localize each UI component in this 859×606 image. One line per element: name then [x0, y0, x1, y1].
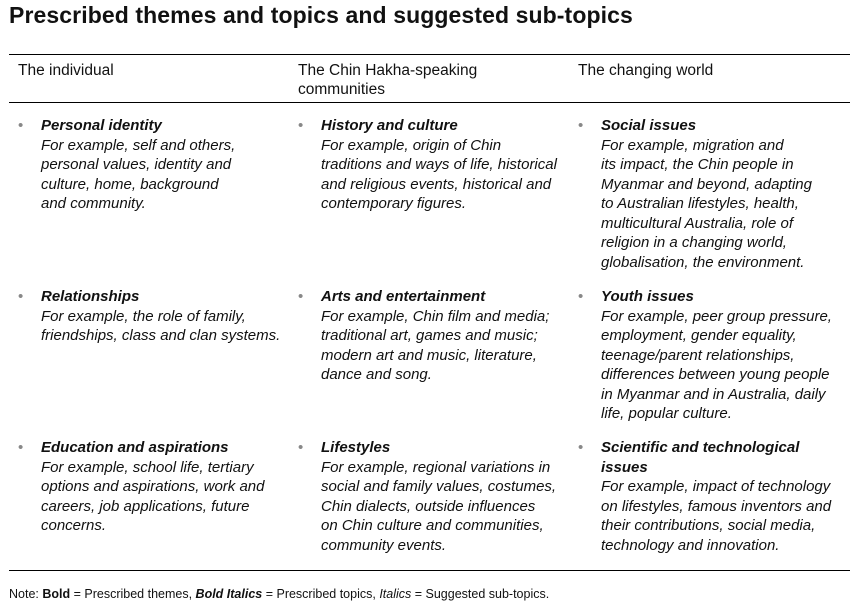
- sub-topic-line: culture, home, background: [41, 175, 219, 193]
- sub-topics: [41, 458, 291, 536]
- sub-topic-line: life, popular culture.: [601, 405, 732, 422]
- sub-topic-line: in Myanmar and in Australia, daily: [601, 385, 826, 403]
- sub-topics: [41, 136, 291, 214]
- topic-name: Education and aspirations: [41, 439, 229, 456]
- sub-topic-line: on Chin culture and communities,: [321, 517, 544, 534]
- sub-topic-line: For example, self and others,: [41, 136, 236, 154]
- sub-topics: [321, 136, 571, 214]
- topic-name: Youth issues: [601, 288, 694, 305]
- sub-topic-line: For example, migration and: [601, 136, 784, 154]
- sub-topic-line: traditions and ways of life, historical: [321, 156, 557, 173]
- sub-topic-line: multicultural Australia, role of: [601, 214, 794, 232]
- sub-topic-line: concerns.: [41, 517, 107, 534]
- note-italic-desc: = Suggested sub-topics.: [411, 587, 550, 601]
- note-bold-sample: Bold: [42, 587, 71, 601]
- sub-topic-line: Chin dialects, outside influences: [321, 497, 536, 515]
- sub-topic-line: For example, regional variations in: [321, 458, 551, 476]
- sub-topic-line: For example, impact of technology: [601, 478, 831, 495]
- sub-topic-line: careers, job applications, future: [41, 497, 250, 515]
- sub-topic-line: For example, school life, tertiary: [41, 458, 254, 476]
- topic-name-line: Scientific and technological: [601, 439, 800, 456]
- sub-topic-line: employment, gender equality,: [601, 327, 797, 344]
- sub-topic-line: their contributions, social media,: [601, 517, 816, 534]
- note-bold-italic-desc: = Prescribed topics,: [262, 587, 380, 601]
- sub-topic-line: social and family values, costumes,: [321, 478, 557, 495]
- sub-topic-line: traditional art, games and music;: [321, 327, 538, 344]
- topic-name-line: issues: [601, 458, 648, 476]
- bullet-icon: •: [298, 117, 304, 134]
- bullet-icon: •: [578, 439, 584, 456]
- sub-topic-line: contemporary figures.: [321, 195, 467, 212]
- bullet-icon: •: [578, 288, 584, 305]
- table-bottom-rule: [9, 570, 850, 571]
- sub-topic-line: and community.: [41, 195, 146, 212]
- sub-topic-line: and religious events, historical and: [321, 175, 552, 193]
- sub-topic-line: For example, peer group pressure,: [601, 307, 832, 325]
- note-italic-sample: Italics: [379, 587, 412, 601]
- sub-topic-line: religion in a changing world,: [601, 234, 787, 251]
- note-bold-italic-sample: Bold Italics: [195, 587, 263, 601]
- topic-name: History and culture: [321, 117, 458, 134]
- bullet-icon: •: [18, 288, 24, 305]
- sub-topic-line: friendships, class and clan systems.: [41, 327, 281, 344]
- table-header-rule: [9, 102, 850, 103]
- sub-topics: [41, 307, 291, 346]
- page-title: Prescribed themes and topics and suggested sub-topics: [9, 2, 633, 28]
- sub-topic-line: globalisation, the environment.: [601, 253, 805, 271]
- note-prefix: Note:: [9, 587, 43, 601]
- sub-topic-line: its impact, the Chin people in: [601, 156, 794, 173]
- bullet-icon: •: [18, 439, 24, 456]
- sub-topics: [321, 307, 571, 385]
- topic-name: Lifestyles: [321, 439, 391, 456]
- bullet-icon: •: [578, 117, 584, 134]
- topic-name: Relationships: [41, 288, 140, 305]
- bullet-icon: •: [298, 439, 304, 456]
- note-bold-desc: = Prescribed themes,: [70, 587, 196, 601]
- bullet-icon: •: [298, 288, 304, 305]
- sub-topic-line: For example, the role of family,: [41, 307, 246, 325]
- sub-topics: [601, 307, 851, 424]
- topic-name: Social issues: [601, 117, 697, 134]
- sub-topic-line: For example, Chin film and media;: [321, 307, 550, 325]
- sub-topic-line: dance and song.: [321, 366, 432, 383]
- sub-topic-line: personal values, identity and: [41, 156, 232, 173]
- topic-name: Arts and entertainment: [321, 288, 486, 305]
- sub-topic-line: options and aspirations, work and: [41, 478, 265, 495]
- column-heading-line: communities: [298, 81, 385, 98]
- sub-topics: [601, 477, 851, 555]
- column-heading-communities: [298, 61, 558, 99]
- sub-topic-line: modern art and music, literature,: [321, 346, 537, 364]
- sub-topics: [601, 136, 851, 273]
- sub-topic-line: community events.: [321, 536, 447, 554]
- sub-topic-line: to Australian lifestyles, health,: [601, 195, 799, 212]
- sub-topic-line: differences between young people: [601, 366, 830, 383]
- column-heading-changing-world: The changing world: [578, 62, 714, 79]
- column-heading-individual: The individual: [18, 62, 114, 79]
- topic-name: Personal identity: [41, 117, 162, 134]
- sub-topic-line: on lifestyles, famous inventors and: [601, 497, 832, 515]
- sub-topic-line: technology and innovation.: [601, 536, 780, 554]
- legend-note: [9, 586, 549, 602]
- sub-topic-line: For example, origin of Chin: [321, 136, 502, 154]
- sub-topic-line: Myanmar and beyond, adapting: [601, 175, 812, 193]
- topic-name: [601, 438, 851, 477]
- bullet-icon: •: [18, 117, 24, 134]
- column-heading-line: The Chin Hakha-speaking: [298, 62, 478, 79]
- table-top-rule: [9, 54, 850, 55]
- sub-topic-line: teenage/parent relationships,: [601, 346, 795, 364]
- sub-topics: [321, 458, 571, 556]
